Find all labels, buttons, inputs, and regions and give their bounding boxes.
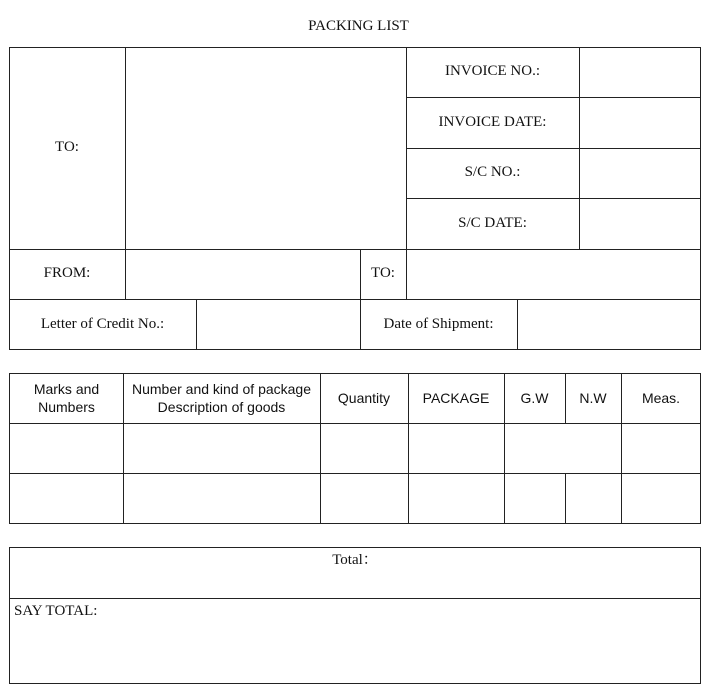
table-cell-package[interactable] <box>409 424 504 473</box>
invoice-date-field[interactable] <box>580 98 700 148</box>
sc-no-field[interactable] <box>580 149 700 198</box>
table-cell-meas[interactable] <box>622 424 700 473</box>
sc-date-field[interactable] <box>580 199 700 249</box>
sc-date-label: S/C DATE: <box>458 214 527 231</box>
destination-label: TO: <box>371 265 395 282</box>
table-cell-description[interactable] <box>124 474 320 523</box>
lc-no-field[interactable] <box>197 300 360 350</box>
say-total-label: SAY TOTAL: <box>14 603 98 619</box>
table-cell-description[interactable] <box>124 424 320 473</box>
page-title: PACKING LIST <box>308 18 409 34</box>
column-header-gw: G.W <box>520 389 549 406</box>
column-header-meas: Meas. <box>641 389 681 406</box>
table-cell-package[interactable] <box>409 474 504 523</box>
lc-no-label: Letter of Credit No.: <box>40 315 165 332</box>
column-header-nw: N.W <box>579 389 607 406</box>
table-cell-weight[interactable] <box>505 424 621 473</box>
sc-no-label: S/C NO.: <box>464 164 521 181</box>
total-label: Total： <box>332 552 378 568</box>
table-cell-quantity[interactable] <box>321 474 408 523</box>
table-cell-gw[interactable] <box>505 474 565 523</box>
table-cell-marks[interactable] <box>10 474 123 523</box>
invoice-date-label: INVOICE DATE: <box>438 113 547 130</box>
from-label: FROM: <box>43 265 91 282</box>
table-cell-nw[interactable] <box>566 474 621 523</box>
shipment-date-field[interactable] <box>518 300 700 350</box>
shipment-date-label: Date of Shipment: <box>383 315 494 332</box>
to-address-field[interactable] <box>126 48 406 249</box>
table-cell-quantity[interactable] <box>321 424 408 473</box>
column-header-description: Number and kind of package Description of goods <box>132 380 311 415</box>
destination-field[interactable] <box>407 250 700 299</box>
invoice-no-field[interactable] <box>580 48 700 97</box>
from-field[interactable] <box>126 250 360 299</box>
column-header-marks: Marks and Numbers <box>33 380 100 415</box>
total-field[interactable] <box>10 572 700 598</box>
table-cell-marks[interactable] <box>10 424 123 473</box>
say-total-field[interactable] <box>10 622 700 683</box>
invoice-no-label: INVOICE NO.: <box>445 63 540 80</box>
column-header-package: PACKAGE <box>422 389 490 406</box>
to-label: TO: <box>55 139 79 156</box>
table-cell-meas[interactable] <box>622 474 700 523</box>
column-header-quantity: Quantity <box>337 389 391 406</box>
